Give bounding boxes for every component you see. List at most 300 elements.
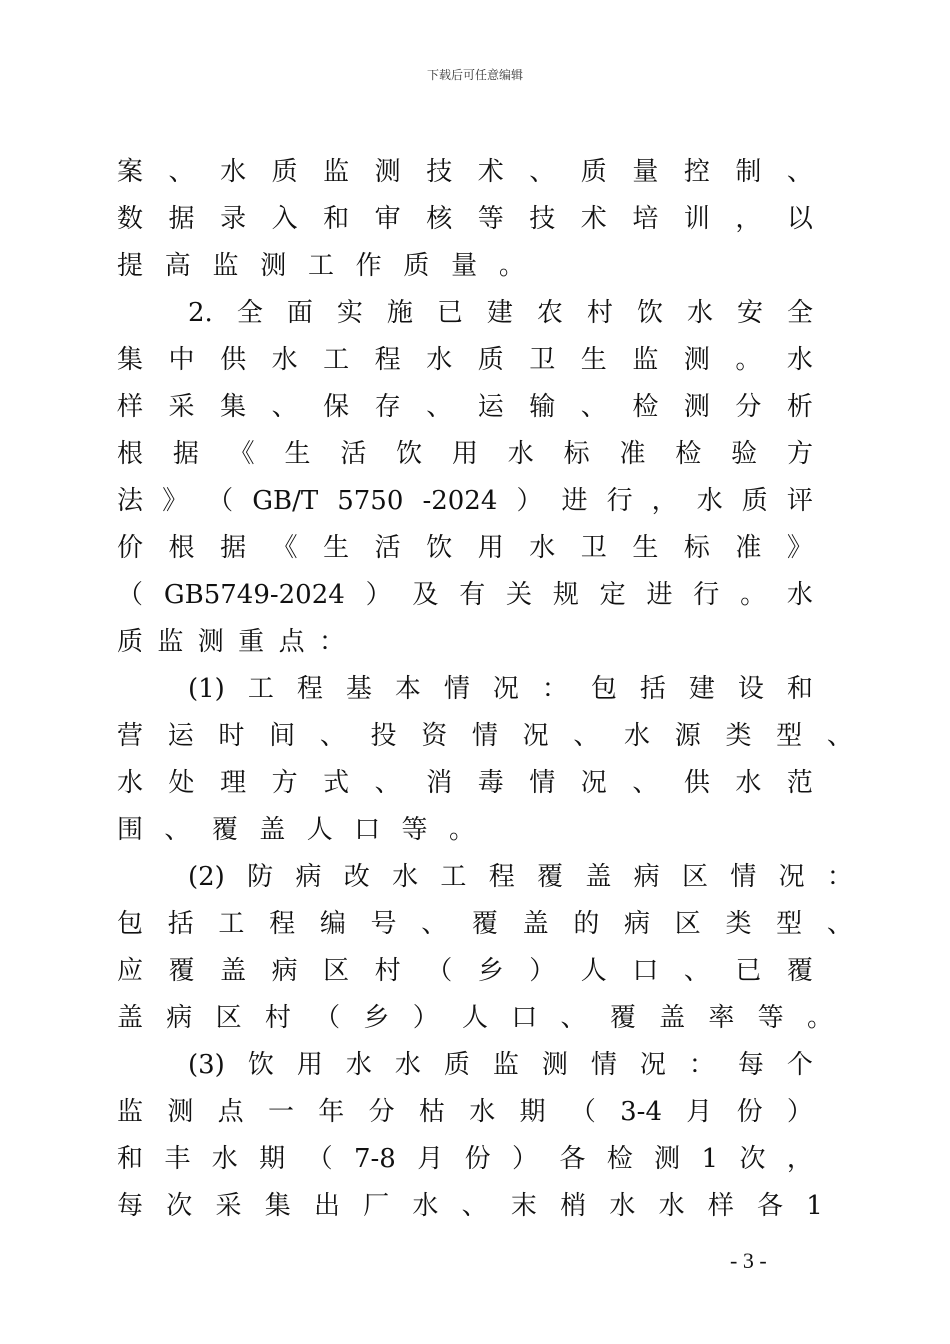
text-token: 包 — [117, 909, 144, 939]
text-token: 况 — [492, 674, 519, 704]
text-token: 运 — [167, 721, 194, 751]
text-token: 测 — [167, 1097, 194, 1127]
text-token: 各 — [559, 1144, 586, 1174]
text-token: ： — [688, 1050, 715, 1080]
text-token: 病 — [295, 862, 322, 892]
text-token: 、 — [164, 815, 191, 845]
text-token: 括 — [167, 909, 194, 939]
text-token: 等 — [757, 1003, 784, 1033]
text-token: 况 — [522, 721, 549, 751]
text-token: 3-4 — [620, 1097, 662, 1127]
text-token: 用 — [296, 1050, 323, 1080]
text-token: 区 — [215, 1003, 242, 1033]
text-token: 水 — [686, 298, 713, 328]
text-token: (2) — [188, 862, 225, 892]
text-token: 范 — [786, 768, 813, 798]
text-token: 每 — [117, 1191, 144, 1221]
text-token: 术 — [580, 204, 607, 234]
text-token: 、 — [560, 1003, 587, 1033]
text-token: 工 — [440, 862, 467, 892]
text-token: 人 — [306, 815, 333, 845]
text-token: 根 — [117, 439, 144, 469]
text-token: 测 — [197, 627, 224, 657]
text-token: 厂 — [363, 1191, 390, 1221]
text-line — [117, 815, 475, 845]
text-token: 用 — [477, 533, 504, 563]
text-token: 标 — [683, 533, 710, 563]
text-token: GB/T — [252, 486, 319, 516]
text-token: 区 — [681, 862, 708, 892]
text-line — [188, 1050, 813, 1080]
text-token: 析 — [786, 392, 813, 422]
text-token: 已 — [436, 298, 463, 328]
text-token: 情 — [471, 721, 498, 751]
text-token: 防 — [247, 862, 274, 892]
text-token: 村 — [586, 298, 613, 328]
text-token: 集 — [220, 392, 247, 422]
text-token: ： — [826, 862, 853, 892]
text-line — [117, 721, 853, 751]
text-token: 、 — [580, 392, 607, 422]
text-token: 价 — [117, 533, 144, 563]
text-token: 处 — [168, 768, 195, 798]
text-token: 核 — [426, 204, 453, 234]
text-token: 质 — [271, 157, 298, 187]
text-token: 工 — [307, 251, 334, 281]
text-token: 等 — [401, 815, 428, 845]
text-token: 质 — [403, 251, 430, 281]
text-line — [117, 1191, 823, 1221]
text-token: （ — [306, 1144, 333, 1174]
text-token: 2. — [188, 298, 213, 328]
text-token: (3) — [188, 1050, 225, 1080]
text-token: 时 — [218, 721, 245, 751]
text-token: 审 — [374, 204, 401, 234]
text-token: 覆 — [609, 1003, 636, 1033]
text-token: 测 — [260, 251, 287, 281]
text-token: 盖 — [585, 862, 612, 892]
text-token: 口 — [511, 1003, 538, 1033]
text-token: 。 — [448, 815, 475, 845]
text-token: 工 — [247, 674, 274, 704]
text-token: （ — [117, 580, 144, 610]
text-token: 检 — [606, 1144, 633, 1174]
text-token: 施 — [386, 298, 413, 328]
text-token: 水 — [696, 486, 723, 516]
text-token: 应 — [117, 956, 144, 986]
text-token: 村 — [264, 1003, 291, 1033]
text-token: 类 — [725, 909, 752, 939]
text-token: 期 — [519, 1097, 546, 1127]
text-token: (1) — [188, 674, 225, 704]
text-token: 全 — [786, 298, 813, 328]
text-token: 安 — [736, 298, 763, 328]
text-token: 监 — [157, 627, 184, 657]
text-token: 监 — [632, 345, 659, 375]
text-token: 个 — [786, 1050, 813, 1080]
text-token: 提 — [117, 251, 144, 281]
text-token: 源 — [674, 721, 701, 751]
text-token: 、 — [826, 721, 853, 751]
text-token: 间 — [269, 721, 296, 751]
text-token: 进 — [561, 486, 588, 516]
text-line — [117, 768, 813, 798]
text-token: 月 — [686, 1097, 713, 1127]
text-token: 水 — [735, 768, 762, 798]
text-token: 重 — [238, 627, 265, 657]
text-token: 活 — [374, 533, 401, 563]
text-token: 质 — [580, 157, 607, 187]
text-token: 等 — [477, 204, 504, 234]
text-token: 监 — [323, 157, 350, 187]
text-token: 覆 — [471, 909, 498, 939]
text-line — [117, 439, 813, 469]
text-token: 中 — [168, 345, 195, 375]
text-token: ， — [735, 204, 762, 234]
text-token: 盖 — [259, 815, 286, 845]
text-token: 水 — [211, 1144, 238, 1174]
text-token: 乡 — [477, 956, 504, 986]
text-token: 号 — [370, 909, 397, 939]
text-token: 据 — [168, 204, 195, 234]
text-token: 每 — [737, 1050, 764, 1080]
text-token: 行 — [693, 580, 720, 610]
text-token: 水 — [469, 1097, 496, 1127]
text-token: 月 — [417, 1144, 444, 1174]
text-token: （ — [207, 486, 234, 516]
text-token: 训 — [683, 204, 710, 234]
text-line — [117, 627, 345, 657]
text-token: 《 — [271, 533, 298, 563]
text-line — [188, 674, 813, 704]
text-token: 保 — [323, 392, 350, 422]
text-token: 行 — [606, 486, 633, 516]
text-token: 存 — [374, 392, 401, 422]
text-token: 输 — [529, 392, 556, 422]
text-token: 录 — [220, 204, 247, 234]
text-token: 工 — [323, 345, 350, 375]
text-token: 《 — [228, 439, 255, 469]
text-line — [117, 486, 813, 516]
text-line — [188, 298, 813, 328]
page-header: 下载后可任意编辑 — [426, 68, 523, 82]
text-token: 型 — [776, 909, 803, 939]
text-token: 理 — [220, 768, 247, 798]
text-token: 水 — [345, 1050, 372, 1080]
text-token: 病 — [624, 909, 651, 939]
text-token: 和 — [323, 204, 350, 234]
text-token: 程 — [269, 909, 296, 939]
text-line — [117, 580, 813, 610]
text-token: 点 — [217, 1097, 244, 1127]
text-token: 术 — [477, 157, 504, 187]
text-token: 水 — [412, 1191, 439, 1221]
text-token: 覆 — [211, 815, 238, 845]
text-token: 、 — [529, 157, 556, 187]
text-token: 生 — [323, 533, 350, 563]
text-token: 年 — [318, 1097, 345, 1127]
text-token: 检 — [675, 439, 702, 469]
text-token: 采 — [168, 392, 195, 422]
text-token: ） — [365, 580, 392, 610]
text-token: 、 — [421, 909, 448, 939]
text-token: 验 — [731, 439, 758, 469]
text-token: 法 — [117, 486, 144, 516]
text-token: 实 — [336, 298, 363, 328]
text-token: 、 — [786, 157, 813, 187]
text-line — [117, 533, 813, 563]
text-token: ） — [786, 1097, 813, 1127]
text-token: 、 — [426, 392, 453, 422]
text-token: 面 — [286, 298, 313, 328]
text-token: 质 — [117, 627, 144, 657]
text-token: 定 — [599, 580, 626, 610]
text-token: 测 — [654, 1144, 681, 1174]
text-token: 次 — [739, 1144, 766, 1174]
text-token: 准 — [619, 439, 646, 469]
text-token: 监 — [117, 1097, 144, 1127]
text-token: 》 — [786, 533, 813, 563]
text-token: 资 — [421, 721, 448, 751]
text-token: 人 — [580, 956, 607, 986]
text-token: 及 — [412, 580, 439, 610]
text-token: 枯 — [418, 1097, 445, 1127]
text-token: 案 — [117, 157, 144, 187]
text-line — [117, 157, 813, 187]
text-token: 水 — [394, 1050, 421, 1080]
text-token: 检 — [632, 392, 659, 422]
text-token: 水 — [529, 533, 556, 563]
text-token: 分 — [368, 1097, 395, 1127]
text-token: -2024 — [422, 486, 498, 516]
text-token: 情 — [730, 862, 757, 892]
text-token: 饮 — [426, 533, 453, 563]
text-token: 方 — [786, 439, 813, 469]
text-token: 情 — [590, 1050, 617, 1080]
text-token: 规 — [552, 580, 579, 610]
text-token: 水 — [786, 345, 813, 375]
text-token: 基 — [345, 674, 372, 704]
text-token: 、 — [374, 768, 401, 798]
text-token: （ — [426, 956, 453, 986]
text-token: 期 — [259, 1144, 286, 1174]
text-token: 。 — [806, 1003, 833, 1033]
text-token: 评 — [786, 486, 813, 516]
text-token: 质 — [443, 1050, 470, 1080]
text-token: 样 — [707, 1191, 734, 1221]
text-token: 盖 — [220, 956, 247, 986]
text-token: 消 — [426, 768, 453, 798]
text-token: 程 — [488, 862, 515, 892]
text-line — [117, 1003, 833, 1033]
text-token: 病 — [633, 862, 660, 892]
text-token: 出 — [313, 1191, 340, 1221]
text-token: ） — [511, 1144, 538, 1174]
text-token: 式 — [323, 768, 350, 798]
text-token: 和 — [786, 674, 813, 704]
text-token: 病 — [271, 956, 298, 986]
text-token: 、 — [168, 157, 195, 187]
text-token: 卫 — [529, 345, 556, 375]
text-token: 覆 — [786, 956, 813, 986]
text-token: 1 — [701, 1144, 719, 1174]
text-token: 情 — [529, 768, 556, 798]
text-token: 制 — [735, 157, 762, 187]
text-token: 一 — [267, 1097, 294, 1127]
text-token: 集 — [264, 1191, 291, 1221]
text-token: 设 — [737, 674, 764, 704]
text-token: 投 — [370, 721, 397, 751]
text-token: 水 — [220, 157, 247, 187]
text-token: ： — [541, 674, 568, 704]
text-token: 盖 — [522, 909, 549, 939]
text-token: 口 — [354, 815, 381, 845]
text-line — [117, 392, 813, 422]
text-token: ： — [318, 627, 345, 657]
text-line — [117, 956, 813, 986]
text-token: 水 — [624, 721, 651, 751]
text-token: 水 — [658, 1191, 685, 1221]
text-token: 点 — [278, 627, 305, 657]
text-token: 方 — [271, 768, 298, 798]
text-token: 7-8 — [353, 1144, 396, 1174]
text-line — [117, 1097, 813, 1127]
text-token: 测 — [374, 157, 401, 187]
text-token: 生 — [284, 439, 311, 469]
text-line — [188, 862, 853, 892]
text-token: 量 — [632, 157, 659, 187]
text-token: 技 — [426, 157, 453, 187]
text-token: 各 — [757, 1191, 784, 1221]
text-token: ） — [516, 486, 543, 516]
text-token: 乡 — [363, 1003, 390, 1033]
text-token: 编 — [319, 909, 346, 939]
text-token: 培 — [632, 204, 659, 234]
text-token: 生 — [580, 345, 607, 375]
text-token: 程 — [374, 345, 401, 375]
text-token: 》 — [162, 486, 189, 516]
text-token: 建 — [688, 674, 715, 704]
text-token: 水 — [117, 768, 144, 798]
text-token: 水 — [392, 862, 419, 892]
text-token: ， — [651, 486, 678, 516]
text-token: 的 — [573, 909, 600, 939]
text-line — [117, 204, 813, 234]
text-token: 围 — [117, 815, 144, 845]
text-token: ， — [786, 1144, 813, 1174]
text-token: 建 — [486, 298, 513, 328]
text-token: 水 — [786, 580, 813, 610]
text-token: 口 — [632, 956, 659, 986]
text-token: 覆 — [537, 862, 564, 892]
text-token: 、 — [319, 721, 346, 751]
text-token: 区 — [323, 956, 350, 986]
text-token: 以 — [786, 204, 813, 234]
text-token: 、 — [632, 768, 659, 798]
text-line — [117, 345, 813, 375]
text-token: 有 — [459, 580, 486, 610]
text-token: 监 — [212, 251, 239, 281]
text-token: 、 — [683, 956, 710, 986]
text-token: 供 — [683, 768, 710, 798]
page-number: - 3 - — [730, 1248, 767, 1273]
text-token: 情 — [443, 674, 470, 704]
text-token: 率 — [708, 1003, 735, 1033]
text-token: 。 — [498, 251, 525, 281]
text-token: 村 — [374, 956, 401, 986]
text-token: 生 — [632, 533, 659, 563]
text-token: 入 — [271, 204, 298, 234]
text-token: 况 — [580, 768, 607, 798]
text-token: 水 — [507, 439, 534, 469]
text-token: 技 — [529, 204, 556, 234]
text-token: 况 — [778, 862, 805, 892]
text-token: 已 — [735, 956, 762, 986]
text-token: 末 — [510, 1191, 537, 1221]
text-token: 用 — [451, 439, 478, 469]
text-token: 质 — [477, 345, 504, 375]
text-token: 况 — [639, 1050, 666, 1080]
text-token: 高 — [164, 251, 191, 281]
text-token: 运 — [477, 392, 504, 422]
text-token: 梢 — [560, 1191, 587, 1221]
text-token: 量 — [451, 251, 478, 281]
text-token: 卫 — [580, 533, 607, 563]
text-token: 测 — [541, 1050, 568, 1080]
text-token: 毒 — [477, 768, 504, 798]
text-token: 准 — [735, 533, 762, 563]
text-line — [117, 1144, 813, 1174]
text-token: 盖 — [117, 1003, 144, 1033]
text-token: 人 — [461, 1003, 488, 1033]
text-token: 农 — [536, 298, 563, 328]
text-token: 集 — [117, 345, 144, 375]
text-token: 据 — [172, 439, 199, 469]
text-token: 型 — [776, 721, 803, 751]
text-token: 类 — [725, 721, 752, 751]
text-token: 份 — [736, 1097, 763, 1127]
text-token: 监 — [492, 1050, 519, 1080]
text-token: 进 — [646, 580, 673, 610]
text-token: 水 — [426, 345, 453, 375]
text-token: 作 — [355, 251, 382, 281]
text-token: 区 — [674, 909, 701, 939]
text-token: 盖 — [659, 1003, 686, 1033]
text-line — [117, 251, 525, 281]
text-token: ） — [412, 1003, 439, 1033]
text-token: 5750 — [337, 486, 404, 516]
text-token: 测 — [683, 345, 710, 375]
text-token: 营 — [117, 721, 144, 751]
text-token: 关 — [506, 580, 533, 610]
text-token: 1 — [806, 1191, 823, 1221]
text-token: 工 — [218, 909, 245, 939]
text-token: 、 — [573, 721, 600, 751]
text-token: （ — [314, 1003, 341, 1033]
text-token: 、 — [271, 392, 298, 422]
text-token: 、 — [461, 1191, 488, 1221]
text-token: 分 — [735, 392, 762, 422]
text-token: 程 — [296, 674, 323, 704]
text-token: 根 — [168, 533, 195, 563]
text-token: ） — [529, 956, 556, 986]
text-token: 采 — [215, 1191, 242, 1221]
text-token: 饮 — [396, 439, 423, 469]
text-token: 和 — [117, 1144, 144, 1174]
text-token: 病 — [166, 1003, 193, 1033]
text-token: 标 — [563, 439, 590, 469]
text-token: 括 — [639, 674, 666, 704]
